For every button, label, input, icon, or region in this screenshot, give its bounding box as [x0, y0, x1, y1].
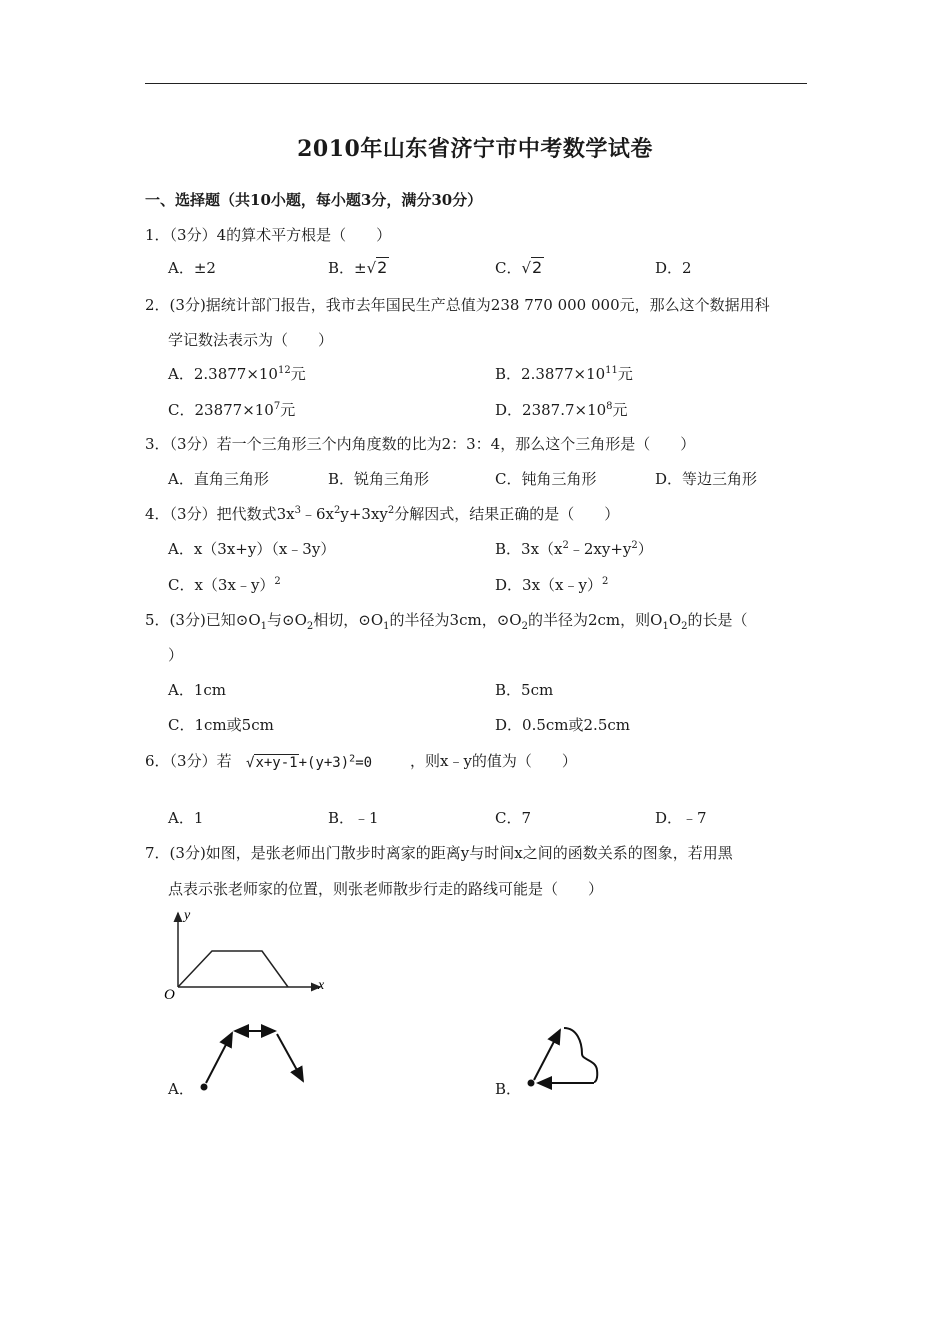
q4-stem-part: 分解因式，结果正确的是（ ） [394, 505, 620, 523]
top-rule [145, 83, 807, 84]
q4-option-d-text: D．3x（x﹣y） [495, 576, 602, 594]
q1-option-b-radicand: 2 [377, 258, 388, 277]
q5-sub: 2 [521, 621, 528, 632]
sqrt-symbol: √2 [366, 258, 388, 277]
q6-option-d: D．﹣7 [655, 809, 707, 827]
q2-option-d-unit: 元 [612, 401, 628, 419]
q5-option-d: D．0.5cm或2.5cm [495, 716, 630, 734]
q2-option-c-unit: 元 [280, 401, 296, 419]
q4-option-c-text: C．x（3x﹣y） [168, 576, 275, 594]
q2-option-d-exp: 8 [606, 401, 613, 412]
q1-option-b-label: B．± [328, 259, 367, 277]
route-arrow [534, 1030, 560, 1080]
q4-option-d-exp: 2 [601, 576, 609, 587]
home-dot [201, 1084, 208, 1091]
question-6-stem-suffix: ，则x﹣y的值为（ ） [410, 752, 577, 770]
q2-option-a [168, 364, 306, 384]
q5-text: 5．(3分)已知⊙O [145, 611, 261, 629]
q1-option-c-radicand: 2 [532, 258, 543, 277]
question-6-stem-prefix: 6．（3分）若 [145, 752, 232, 770]
q2-option-b-unit: 元 [617, 365, 633, 383]
q5-sub: 1 [662, 621, 669, 632]
q5-sub: 1 [383, 621, 390, 632]
q7-route-a [195, 1025, 315, 1095]
q2-option-d [495, 400, 628, 420]
q2-option-a-unit: 元 [290, 365, 306, 383]
q6-option-a: A．1 [168, 809, 204, 827]
q1-option-c [495, 258, 544, 278]
q4-option-b-exp: 2 [631, 540, 638, 551]
q6-formula-part: =0 [355, 755, 373, 771]
q6-formula-exp: 2 [349, 753, 356, 765]
route-arrow [206, 1033, 232, 1083]
q4-stem-part: 4．（3分）把代数式3x [145, 505, 295, 523]
q3-option-c: C．钝角三角形 [495, 470, 597, 488]
q4-option-a: A．x（3x+y）（x﹣3y） [168, 540, 336, 558]
q5-text: O [668, 611, 682, 629]
q1-option-d: D．2 [655, 259, 692, 277]
q2-option-d-text: D．2387.7×10 [495, 401, 607, 419]
q4-stem-part: ﹣6x [300, 505, 334, 523]
home-dot [528, 1080, 535, 1087]
q7-option-b: B． [495, 1080, 522, 1098]
q6-formula [246, 755, 372, 771]
q5-option-c: C．1cm或5cm [168, 716, 274, 734]
q1-option-b [328, 258, 389, 278]
question-5-line-2: ） [168, 646, 184, 664]
q4-stem-part: y+3xy [340, 505, 388, 523]
q1-option-a: A．±2 [168, 259, 216, 277]
q6-formula-part: +(y+3) [298, 755, 350, 771]
q4-exp: 2 [333, 505, 341, 516]
page-title: 2010年山东省济宁市中考数学试卷 [297, 136, 653, 162]
q6-option-c: C．7 [495, 809, 532, 827]
sqrt-symbol: √2 [521, 258, 543, 277]
q5-sub: 2 [681, 621, 688, 632]
question-2-line-1: 2．(3分)据统计部门报告，我市去年国民生产总值为238 770 000 000元，那么这个数据用科 [145, 296, 770, 314]
q5-option-b: B．5cm [495, 681, 554, 699]
sqrt-symbol: √ [246, 755, 255, 771]
q4-option-c-exp: 2 [274, 576, 281, 587]
q6-radicand: x+y-1 [255, 755, 298, 771]
q5-option-a: A．1cm [168, 681, 227, 699]
q2-option-b-text: B．2.3877×10 [495, 365, 606, 383]
question-2-line-2: 学记数法表示为（ ） [168, 331, 334, 349]
q5-text: 的长是（ [687, 611, 748, 629]
section-heading: 一、选择题（共10小题，每小题3分，满分30分） [145, 191, 483, 209]
q2-option-a-exp: 12 [277, 365, 291, 376]
route-arrow [277, 1034, 303, 1081]
graph-line [178, 951, 288, 987]
q5-text: 与⊙O [267, 611, 307, 629]
question-3-stem: 3．（3分）若一个三角形三个内角度数的比为2：3：4，那么这个三角形是（ ） [145, 435, 696, 453]
q2-option-a-text: A．2.3877×10 [168, 365, 278, 383]
q4-option-b-exp: 2 [562, 540, 569, 551]
q4-option-d [495, 575, 608, 595]
q2-option-c [168, 400, 295, 420]
q5-text: 的半径为3cm，⊙O [389, 611, 522, 629]
q6-option-b: B．﹣1 [328, 809, 379, 827]
q4-option-b-text: ） [637, 540, 653, 558]
question-7-line-1: 7．(3分)如图，是张老师出门散步时离家的距离y与时间x之间的函数关系的图象，若用黑 [145, 844, 733, 862]
question-1-stem: 1．（3分）4的算术平方根是（ ） [145, 226, 392, 244]
q5-sub: 2 [306, 621, 314, 632]
q5-text: 的半径为2cm，则O [527, 611, 663, 629]
q4-option-c [168, 575, 281, 595]
q3-option-a: A．直角三角形 [168, 470, 269, 488]
q2-option-b-exp: 11 [605, 365, 618, 376]
route-curve [564, 1028, 597, 1082]
q1-option-c-label: C． [495, 259, 522, 277]
question-4-stem [145, 504, 619, 524]
question-7-line-2: 点表示张老师家的位置，则张老师散步行走的路线可能是（ ） [168, 880, 604, 898]
q2-option-c-text: C．23877×10 [168, 401, 274, 419]
y-axis-label: y [184, 908, 191, 923]
q2-option-b [495, 364, 633, 384]
x-axis-label: x [318, 978, 325, 993]
question-5-line-1 [145, 610, 748, 630]
q5-sub: 1 [260, 621, 268, 632]
q4-exp: 3 [294, 505, 301, 516]
q4-option-b [495, 539, 653, 559]
origin-label: O [164, 987, 175, 1003]
q7-route-b [522, 1020, 612, 1090]
q4-option-b-text: ﹣2xy+y [568, 540, 632, 558]
q4-exp: 2 [387, 505, 395, 516]
q7-option-a: A． [168, 1080, 194, 1098]
q4-option-b-text: B．3x（x [495, 540, 563, 558]
q5-text: 相切，⊙O [313, 611, 384, 629]
q2-option-c-exp: 7 [273, 401, 281, 412]
q3-option-b: B．锐角三角形 [328, 470, 430, 488]
q3-option-d: D．等边三角形 [655, 470, 758, 488]
distance-time-graph [160, 905, 340, 1005]
